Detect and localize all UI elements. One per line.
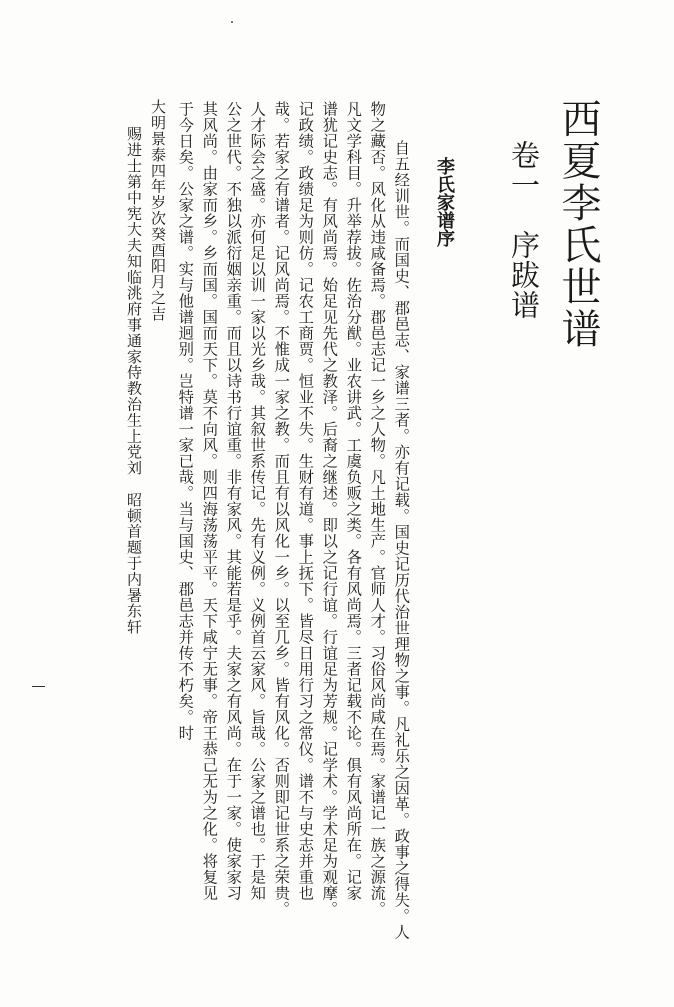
preface-column-3: 凡文学科目。升举荐拔。佐治分猷。业农讲武。工虞负贩之类。各有风尚焉。三者记载不论。俱有风尚所在。记家: [344, 101, 363, 901]
page-number-mark: [32, 686, 45, 687]
preface-column-9: 其风尚。由家而乡。乡而国。国而天下。莫不向风。则四海荡荡平平。天下咸宁无事。帝王恭己无为之化。将复见: [200, 101, 219, 901]
volume-heading: 卷一 序跋谱: [507, 140, 541, 320]
preface-column-10: 于今日矣。公家之谱。实与他谱迥别。岂特谱一家已哉。当与国史、郡邑志并传不朽矣。时: [176, 101, 195, 741]
scan-speck: [231, 21, 233, 23]
preface-column-4: 谱犹记史志。有风尚焉。始足见先代之教泽。后裔之继述。即以之记行谊。行谊足为芳规。记学术。学术足为观摩。: [320, 101, 339, 917]
preface-column-5: 记政绩。政绩足为则仿。记农工商贾。恒业不失。生财有道。事上抚下。皆尽日用行习之常仪。谱不与史志并重也: [296, 101, 315, 901]
preface-column-1: 自五经训世。而国史、郡邑志、家谱三者。亦有记载。国史记历代治世理物之事。凡礼乐之因革。政事之得失。人: [392, 140, 411, 940]
preface-column-8: 公之世代。不独以派衍姻亲重。而且以诗书行谊重。非有家风。其能若是乎。夫家之有风尚。在于一家。使家家习: [224, 101, 243, 901]
preface-column-7: 人才际会之盛。亦何足以训一家以光乡哉。其叙世系传记。先有义例。义例首云家风。旨哉。公家之谱也。于是知: [248, 101, 267, 901]
preface-column-6: 哉。若家之有谱者。记风尚焉。不惟成一家之教。而且有以风化一乡。以至几乡。皆有风化。否则即记世系之荣贵。: [272, 101, 291, 917]
book-title: 西夏李氏世谱: [555, 98, 601, 350]
date-line: 大明景泰四年岁次癸酉阳月之吉: [149, 99, 167, 322]
author-signature: 赐进士第中宪大夫知临洮府事通家侍教治生上党刘 昭顿首题于内暑东轩: [125, 126, 143, 635]
preface-column-2: 物之藏否。风化从违咸备焉。郡邑志记一乡之人物。凡土地生产。官师人才。习俗风尚咸在焉。家谱记一族之源流。: [368, 101, 387, 917]
preface-heading: 李氏家谱序: [434, 157, 455, 247]
